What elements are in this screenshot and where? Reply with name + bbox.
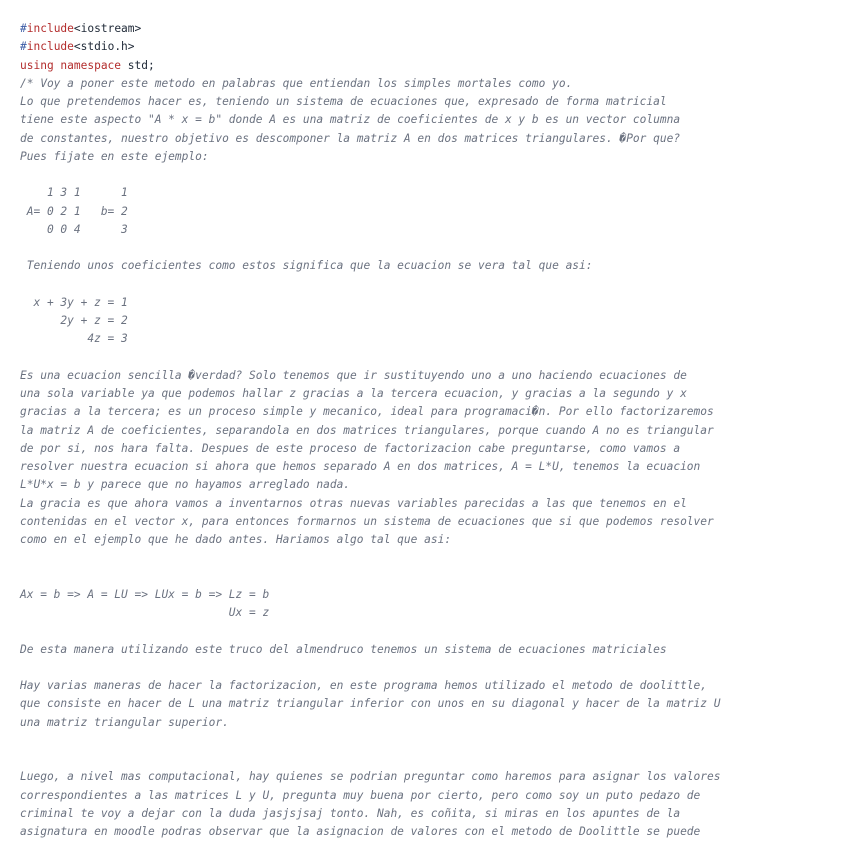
include-line-stdio (20, 38, 848, 56)
comment-line: Es una ecuacion sencilla �verdad? Solo tenemos que ir sustituyendo uno a uno haciendo ecuaciones de (20, 368, 687, 382)
include-target: <iostream> (73, 22, 142, 35)
comment-line: L*U*x = b y parece que no hayamos arreglado nada. (20, 478, 351, 492)
comment-line: resolver nuestra ecuacion si ahora que hemos separado A en dos matrices, A = L*U, tenemos la ecuacion (20, 460, 701, 473)
comment-line: 0 0 4 3 (20, 222, 128, 236)
comment-line (20, 750, 848, 768)
comment-line (20, 659, 848, 677)
comment-line (20, 349, 848, 367)
comment-line: De esta manera utilizando este truco del almendruco tenemos un sistema de ecuaciones matriciales (20, 642, 667, 656)
comment-line (20, 276, 848, 294)
preprocessor-keyword: include (26, 22, 74, 35)
comment-line: que consiste en hacer de L una matriz triangular inferior con unos en su diagonal y hacer de la matriz U (20, 697, 721, 711)
comment-line: La gracia es que ahora vamos a inventarnos otras nuevas variables parecidas a las que tenemos en el (20, 496, 687, 510)
comment-line: Hay varias maneras de hacer la factorizacion, en este programa hemos utilizado el metodo de doolittle, (20, 679, 708, 692)
comment-line: x + 3y + z = 1 (20, 295, 128, 309)
comment-line: la matriz A de coeficientes, separandola en dos matrices triangulares, porque cuando A no es triangular (20, 423, 714, 437)
include-line-iostream (20, 20, 848, 38)
using-namespace-line (20, 57, 848, 75)
comment-line: asignatura en moodle podras observar que la asignacion de valores con el metodo de Doolittle se puede (20, 825, 701, 838)
comment-line: A= 0 2 1 b= 2 (20, 204, 128, 218)
comment-line: Ux = z (20, 606, 270, 619)
comment-line: Pues fijate en este ejemplo: (20, 149, 209, 163)
comment-line: Ax = b => A = LU => LUx = b => Lz = b (20, 587, 270, 601)
comment-line: gracias a la tercera; es un proceso simple y mecanico, ideal para programaci�n. Por ello factorizaremos (20, 405, 714, 419)
preprocessor-hash: # (20, 22, 27, 35)
comment-line: Luego, a nivel mas computacional, hay quienes se podrian preguntar como haremos para asignar los valores (20, 770, 721, 784)
comment-line (20, 549, 848, 567)
comment-line (20, 732, 848, 750)
comment-line: como en el ejemplo que he dado antes. Hariamos algo tal que asi: (20, 533, 452, 546)
comment-line (20, 166, 848, 184)
comment-line: Lo que pretendemos hacer es, teniendo un sistema de ecuaciones que, expresado de forma matricial (20, 95, 667, 108)
comment-line: 4z = 3 (20, 332, 128, 346)
comment-line: criminal te voy a dejar con la duda jasjsjsaj tonto. Nah, es coñita, si miras en los apuntes de la (20, 806, 681, 820)
comment-line (20, 239, 848, 257)
comment-line: 2y + z = 2 (20, 314, 128, 327)
preprocessor-keyword: include (26, 40, 74, 54)
comment-line (20, 622, 848, 640)
comment-line: una matriz triangular superior. (20, 715, 229, 729)
comment-line: contenidas en el vector x, para entonces formarnos un sistema de ecuaciones que si que podemos resolver (20, 514, 714, 528)
comment-line: /* Voy a poner este metodo en palabras que entiendan los simples mortales como yo. (20, 76, 573, 90)
namespace-name: std; (121, 58, 155, 72)
comment-line: una sola variable ya que podemos hallar z gracias a la tercera ecuacion, y gracias a la segundo y x (20, 387, 687, 400)
comment-line: correspondientes a las matrices L y U, pregunta muy buena por cierto, pero como soy un puto pedazo de (20, 788, 701, 802)
comment-line: tiene este aspecto "A * x = b" donde A es una matriz de coeficientes de x y b es un vector columna (20, 113, 681, 127)
comment-line: Teniendo unos coeficientes como estos significa que la ecuacion se vera tal que asi: (20, 259, 593, 273)
comment-block (20, 75, 848, 842)
comment-line (20, 568, 848, 586)
comment-line: 1 3 1 1 (20, 186, 128, 200)
comment-line: de constantes, nuestro objetivo es descomponer la matriz A en dos matrices triangulares. �Por que? (20, 131, 681, 145)
preprocessor-hash: # (20, 40, 27, 54)
comment-line: de por si, nos hara falta. Despues de este proceso de factorizacion cabe preguntarse, como vamos a (20, 441, 681, 455)
using-keyword: using namespace (20, 58, 122, 72)
include-target: <stdio.h> (73, 40, 135, 54)
